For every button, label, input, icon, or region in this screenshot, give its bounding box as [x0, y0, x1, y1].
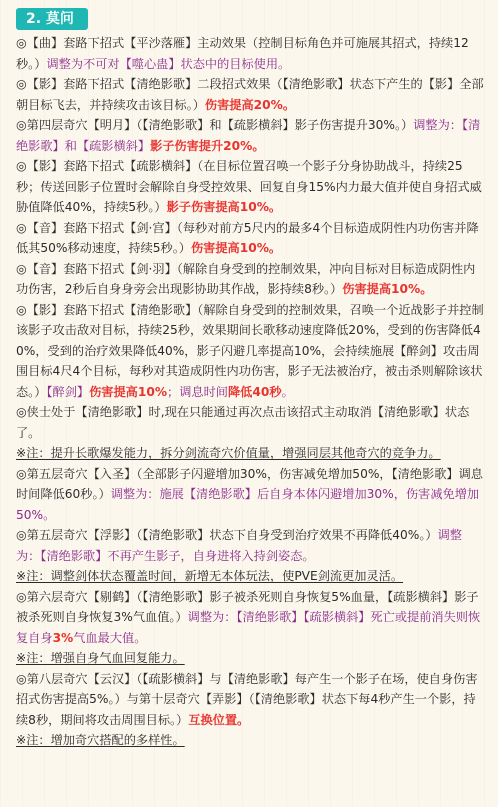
paragraph: [16, 33, 484, 74]
text-run: ◎第五层奇穴【浮影】（【清绝影歌】状态下自身受到治疗效果不再降低40%。）: [16, 528, 438, 542]
paragraph: [16, 218, 484, 259]
paragraph: [16, 443, 484, 464]
section-title: 2. 莫问: [16, 8, 88, 30]
text-note: ※注：调整剑体状态覆盖时间，新增无本体玩法，使PVE剑流更加灵活。: [16, 569, 404, 583]
paragraph: [16, 402, 484, 443]
paragraph: [16, 566, 484, 587]
text-red: 降低40秒: [227, 384, 282, 399]
text-run: ◎【音】套路下招式【剑·羽】（解除自身受到的控制效果，冲向目标对目标造成阴性内功伤害，2秒后自身身旁会出现影协助其作战，影持续8秒。）: [16, 261, 476, 296]
paragraph: [16, 648, 484, 669]
text-purple: 调整为：【清绝影歌】不再产生影子，自身进将入持剑姿态。: [16, 528, 462, 563]
paragraph: [16, 259, 484, 300]
text-run: ◎第四层奇穴【明月】（【清绝影歌】和【疏影横斜】影子伤害提升30%。）: [16, 118, 414, 132]
paragraph: [16, 669, 484, 731]
text-run: ◎【影】套路下招式【清绝影歌】（解除自身受到的控制效果，召唤一个近战影子并控制该影子攻击敌对目标，持续25秒，效果期间长歌移动速度降低20%，受到的伤害降低40%，受到的治疗效果降低40%，影子闪避几率提高10%，会持续施展【醉剑】攻击周围目标4尺4个目标，每秒对其造成阴性内功伤害，影子无法被治疗，被击杀则解除该状态。）: [16, 302, 484, 399]
text-run: ◎【曲】套路下招式【平沙落雁】主动效果（控制目标角色并可施展其招式，持续12秒。）: [16, 36, 469, 71]
text-purple: ；调息时间: [167, 384, 228, 399]
paragraph: [16, 587, 484, 649]
text-purple: 【醉剑】: [46, 384, 90, 399]
content-body: [16, 33, 484, 751]
text-purple: 调整为不可对【噬心蛊】状态中的目标使用。: [46, 56, 291, 71]
paragraph: [16, 156, 484, 218]
text-purple: 调整为：【清绝影歌】和【疏影横斜】: [16, 118, 481, 153]
paragraph: [16, 300, 484, 403]
text-purple: 调整为：施展【清绝影歌】后自身本体闪避增加30%，伤害减免增加50%。: [16, 487, 480, 522]
text-purple: 调整为：【清绝影歌】【疏影横斜】死亡或提前消失则恢复自身: [16, 610, 481, 645]
text-note: ※注：增强自身气血回复能力。: [16, 651, 185, 665]
text-note: ※注：增加奇穴搭配的多样性。: [16, 733, 185, 747]
text-purple: 。: [281, 384, 294, 399]
text-run: ◎第五层奇穴【入圣】（全部影子闪避增加30%，伤害减免增加50%，【清绝影歌】调息时间降低60秒。）: [16, 466, 483, 501]
text-run: ◎【音】套路下招式【剑·宫】（每秒对前方5尺内的最多4个目标造成阴性内功伤害并降低其50%移动速度，持续5秒。）: [16, 220, 479, 255]
text-red: 3%: [52, 630, 74, 645]
paragraph: [16, 464, 484, 526]
text-run: ◎【影】套路下招式【清绝影歌】二段招式效果（【清绝影歌】状态下产生的【影】全部朝目标飞去，并持续攻击该目标。）: [16, 77, 484, 112]
text-note: ※注：提升长歌爆发能力，拆分剑流奇穴价值量，增强同层其他奇穴的竞争力。: [16, 446, 441, 460]
text-run: ◎第八层奇穴【云汉】（【疏影横斜】与【清绝影歌】每产生一个影子在场，使自身伤害招式伤害提高5%。）与第十层奇穴【弄影】（【清绝影歌】状态下每4秒产生一个影，持续8秒，期间将攻击周围目标。）: [16, 671, 478, 727]
text-red: 伤害提高20%。: [204, 97, 296, 112]
text-red: 影子伤害提高10%。: [166, 200, 282, 214]
paragraph: [16, 525, 484, 566]
text-purple: 气血最大值。: [73, 630, 147, 645]
text-run: ◎第六层奇穴【剔鹤】（【清绝影歌】影子被杀死则自身恢复5%血量，【疏影横斜】影子被杀死则自身恢复3%气血值。）: [16, 589, 479, 624]
paragraph: [16, 730, 484, 751]
text-red: 影子伤害提升20%。: [150, 138, 265, 153]
text-run: ◎侠士处于【清绝影歌】时,现在只能通过再次点击该招式主动取消【清绝影歌】状态了。: [16, 405, 470, 440]
text-red: 伤害提高10%。: [342, 282, 433, 296]
text-red: 伤害提高10%。: [191, 241, 282, 255]
text-red: 伤害提高10%: [89, 384, 168, 399]
paragraph: [16, 74, 484, 115]
paragraph: [16, 115, 484, 156]
text-red: 互换位置。: [188, 712, 250, 727]
text-run: ◎【影】套路下招式【疏影横斜】（在目标位置召唤一个影子分身协助战斗，持续25秒；传送回影子位置时会解除自身受控效果、回复自身15%内力最大值并使自身招式威胁值降低40%，持续5秒。）: [16, 159, 482, 214]
